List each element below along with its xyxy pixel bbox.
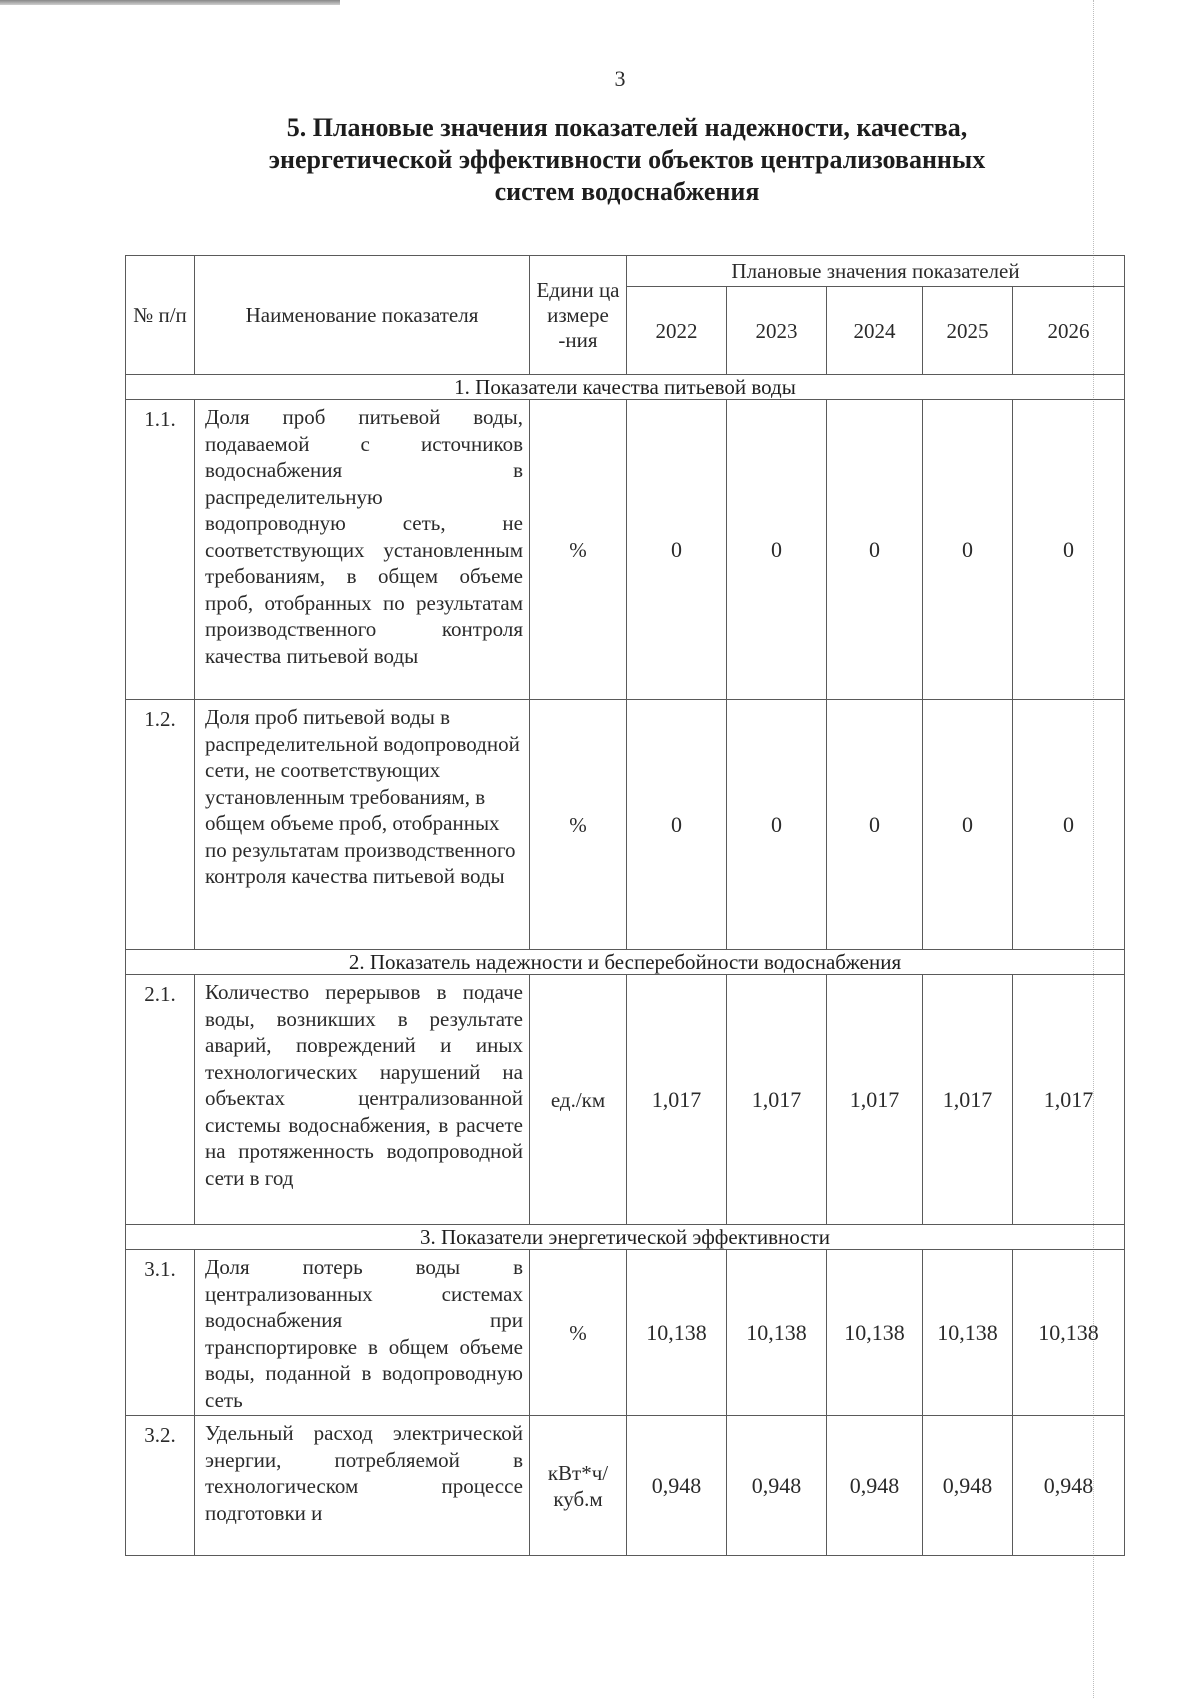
table-row (126, 1416, 1125, 1556)
table-row (126, 700, 1125, 950)
header-year: 2024 (827, 287, 923, 375)
header-year: 2023 (727, 287, 827, 375)
indicator-name: Доля проб питьевой воды в распределительной водопроводной сети, не соответствующих установленным требованиям, в общем объеме проб, отобранных по результатам производственного контроля качества питьевой воды (195, 700, 530, 950)
header-year: 2025 (923, 287, 1013, 375)
unit-cell: % (530, 400, 627, 700)
unit-cell: % (530, 700, 627, 950)
value-cell: 0,948 (923, 1416, 1013, 1556)
value-cell: 0 (923, 700, 1013, 950)
value-cell: 0 (827, 400, 923, 700)
section-title-line: систем водоснабжения (494, 177, 760, 206)
row-number: 1.1. (126, 400, 195, 700)
value-cell: 10,138 (627, 1250, 727, 1416)
table-row (126, 975, 1125, 1225)
unit-cell: % (530, 1250, 627, 1416)
indicator-name: Доля потерь воды в централизованных системах водоснабжения при транспортировке в общем объеме воды, поданной в водопроводную сеть (195, 1250, 530, 1416)
group-title: 2. Показатель надежности и бесперебойности водоснабжения (126, 950, 1125, 975)
value-cell: 1,017 (827, 975, 923, 1225)
table-row (126, 400, 1125, 700)
row-number: 3.1. (126, 1250, 195, 1416)
value-cell: 0 (727, 400, 827, 700)
value-cell: 1,017 (1013, 975, 1125, 1225)
table-row (126, 1250, 1125, 1416)
page-number: 3 (614, 66, 626, 91)
section-title (212, 112, 1042, 208)
indicators-table (125, 255, 1125, 1556)
value-cell: 0 (827, 700, 923, 950)
section-title-line: 5. Плановые значения показателей надежности, качества, (286, 113, 968, 142)
value-cell: 10,138 (727, 1250, 827, 1416)
value-cell: 10,138 (827, 1250, 923, 1416)
indicator-name: Количество перерывов в подаче воды, возникших в результате аварий, повреждений и иных технологических нарушений на объектах централизованной системы водоснабжения, в расчете на протяженность водопроводной сети в год (195, 975, 530, 1225)
group-title: 1. Показатели качества питьевой воды (126, 375, 1125, 400)
value-cell: 10,138 (1013, 1250, 1125, 1416)
indicator-name: Доля проб питьевой воды, подаваемой с источников водоснабжения в распределительную водопроводную сеть, не соответствующих установленным требованиям, в общем объеме проб, отобранных по результатам производственного контроля качества питьевой воды (195, 400, 530, 700)
group-title: 3. Показатели энергетической эффективности (126, 1225, 1125, 1250)
row-number: 2.1. (126, 975, 195, 1225)
indicator-name: Удельный расход электрической энергии, потребляемой в технологическом процессе подготовки и (195, 1416, 530, 1556)
value-cell: 0 (627, 400, 727, 700)
header-name: Наименование показателя (195, 256, 530, 375)
value-cell: 0,948 (627, 1416, 727, 1556)
row-number: 3.2. (126, 1416, 195, 1556)
value-cell: 0 (1013, 400, 1125, 700)
value-cell: 1,017 (923, 975, 1013, 1225)
section-title-line: энергетической эффективности объектов централизованных (268, 145, 986, 174)
header-year: 2022 (627, 287, 727, 375)
value-cell: 0,948 (727, 1416, 827, 1556)
header-plan-values: Плановые значения показателей (627, 256, 1125, 287)
header-year: 2026 (1013, 287, 1125, 375)
unit-cell: кВт*ч/ куб.м (530, 1416, 627, 1556)
value-cell: 0 (923, 400, 1013, 700)
unit-cell: ед./км (530, 975, 627, 1225)
row-number: 1.2. (126, 700, 195, 950)
value-cell: 0 (1013, 700, 1125, 950)
scan-edge-mark (0, 0, 340, 5)
value-cell: 1,017 (727, 975, 827, 1225)
value-cell: 1,017 (627, 975, 727, 1225)
value-cell: 0,948 (1013, 1416, 1125, 1556)
value-cell: 0 (627, 700, 727, 950)
value-cell: 0 (727, 700, 827, 950)
value-cell: 0,948 (827, 1416, 923, 1556)
header-number: № п/п (126, 256, 195, 375)
value-cell: 10,138 (923, 1250, 1013, 1416)
header-unit: Едини ца измере -ния (530, 256, 627, 375)
